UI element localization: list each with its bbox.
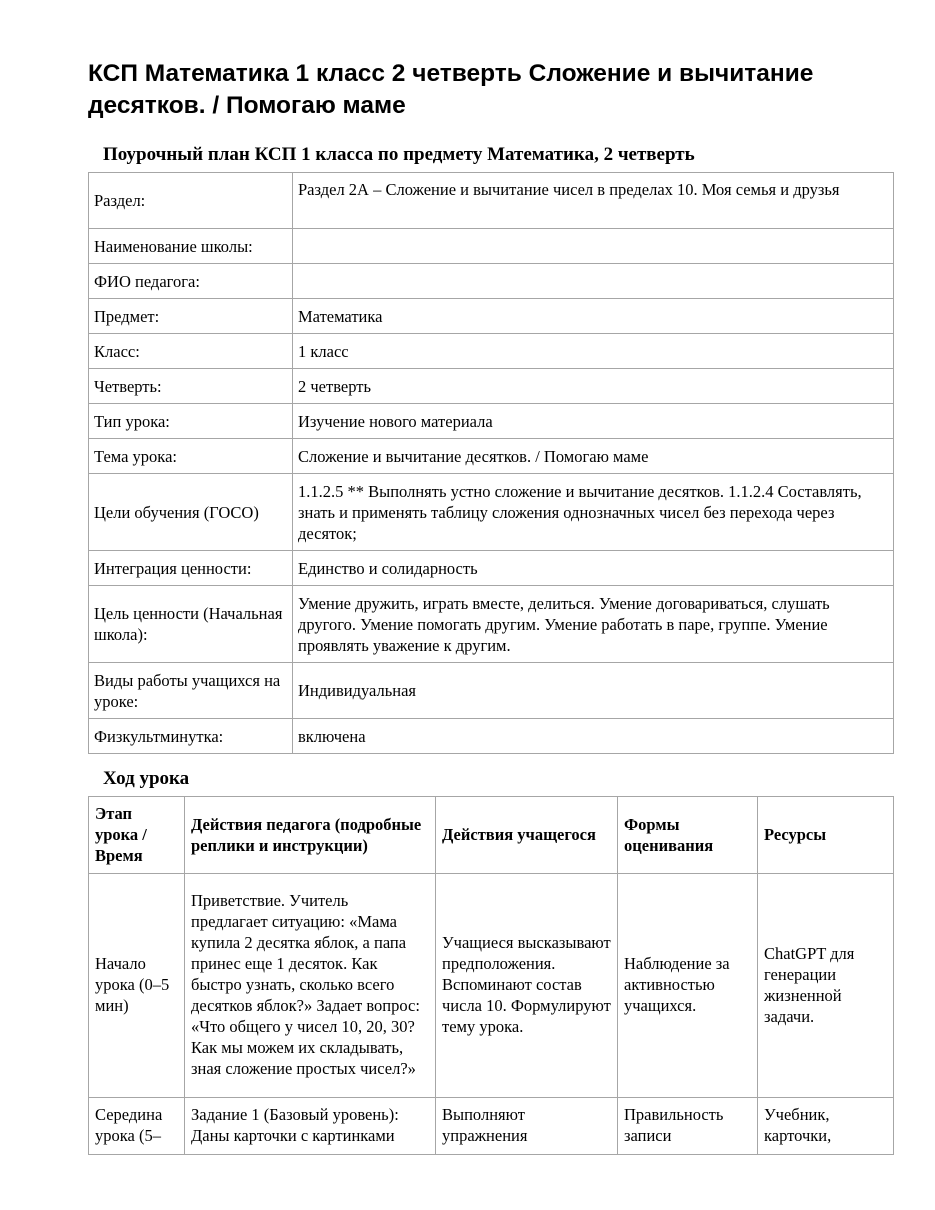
row-value: 1 класс (293, 334, 894, 369)
table-row (89, 586, 894, 663)
table-row (89, 874, 894, 1098)
row-label: Раздел: (89, 173, 293, 229)
row-value: Изучение нового материала (293, 404, 894, 439)
row-value: Индивидуальная (293, 663, 894, 719)
table-row (89, 719, 894, 754)
student-actions-cell: Выполняют упражнения (436, 1098, 618, 1155)
table-row (89, 474, 894, 551)
row-value: 1.1.2.5 ** Выполнять устно сложение и вычитание десятков. 1.1.2.4 Составлять, знать и применять таблицу сложения однозначных чисел без перехода через десяток; (293, 474, 894, 551)
row-label: Четверть: (89, 369, 293, 404)
table-row (89, 369, 894, 404)
resources-cell: Учебник, карточки, (758, 1098, 894, 1155)
document-title: КСП Математика 1 класс 2 четверть Сложение и вычитание десятков. / Помогаю маме (88, 60, 814, 119)
row-label: Цели обучения (ГОСО) (89, 474, 293, 551)
assessment-cell: Наблюдение за активностью учащихся. (618, 874, 758, 1098)
teacher-actions-cell: Приветствие. Учитель предлагает ситуацию: «Мама купила 2 десятка яблок, а папа принес еще 1 десяток. Как быстро узнать, сколько всего десятков яблок?» Задает вопрос: «Что общего у чисел 10, 20, 30? Как мы можем их складывать, зная сложение простых чисел?» (185, 874, 436, 1098)
row-value: Единство и солидарность (293, 551, 894, 586)
table-row (89, 1098, 894, 1155)
plan-heading: Поурочный план КСП 1 класса по предмету Математика, 2 четверть (103, 144, 695, 165)
row-label: Виды работы учащихся на уроке: (89, 663, 293, 719)
row-label: Предмет: (89, 299, 293, 334)
column-header-resources: Ресурсы (758, 797, 894, 874)
student-actions-cell: Учащиеся высказывают предположения. Вспоминают состав числа 10. Формулируют тему урока. (436, 874, 618, 1098)
lesson-heading: Ход урока (103, 768, 190, 789)
table-row (89, 334, 894, 369)
row-value: 2 четверть (293, 369, 894, 404)
table-row (89, 229, 894, 264)
row-label: ФИО педагога: (89, 264, 293, 299)
lesson-flow-table (88, 796, 894, 1155)
row-value (293, 264, 894, 299)
row-value: Сложение и вычитание десятков. / Помогаю маме (293, 439, 894, 474)
stage-cell: Середина урока (5– (89, 1098, 185, 1155)
resources-cell: ChatGPT для генерации жизненной задачи. (758, 874, 894, 1098)
row-label: Интеграция ценности: (89, 551, 293, 586)
row-label: Тема урока: (89, 439, 293, 474)
row-label: Физкультминутка: (89, 719, 293, 754)
row-value (293, 229, 894, 264)
column-header-student: Действия учащегося (436, 797, 618, 874)
table-row (89, 404, 894, 439)
document-page (88, 58, 893, 1155)
row-label: Цель ценности (Начальная школа): (89, 586, 293, 663)
row-label: Тип урока: (89, 404, 293, 439)
row-label: Наименование школы: (89, 229, 293, 264)
table-row (89, 663, 894, 719)
column-header-stage: Этап урока / Время (89, 797, 185, 874)
lesson-plan-table (88, 172, 894, 754)
table-row (89, 173, 894, 229)
table-row (89, 551, 894, 586)
assessment-cell: Правильность записи (618, 1098, 758, 1155)
row-value: Раздел 2А – Сложение и вычитание чисел в пределах 10. Моя семья и друзья (293, 173, 894, 229)
row-label: Класс: (89, 334, 293, 369)
row-value: включена (293, 719, 894, 754)
column-header-assessment: Формы оценивания (618, 797, 758, 874)
stage-cell: Начало урока (0–5 мин) (89, 874, 185, 1098)
row-value: Математика (293, 299, 894, 334)
table-row (89, 264, 894, 299)
column-header-teacher: Действия педагога (подробные реплики и инструкции) (185, 797, 436, 874)
table-row (89, 439, 894, 474)
table-header-row (89, 797, 894, 874)
row-value: Умение дружить, играть вместе, делиться. Умение договариваться, слушать другого. Умение помогать другим. Умение работать в паре, группе. Умение проявлять уважение к другим. (293, 586, 894, 663)
table-row (89, 299, 894, 334)
teacher-actions-cell: Задание 1 (Базовый уровень): Даны карточки с картинками (185, 1098, 436, 1155)
